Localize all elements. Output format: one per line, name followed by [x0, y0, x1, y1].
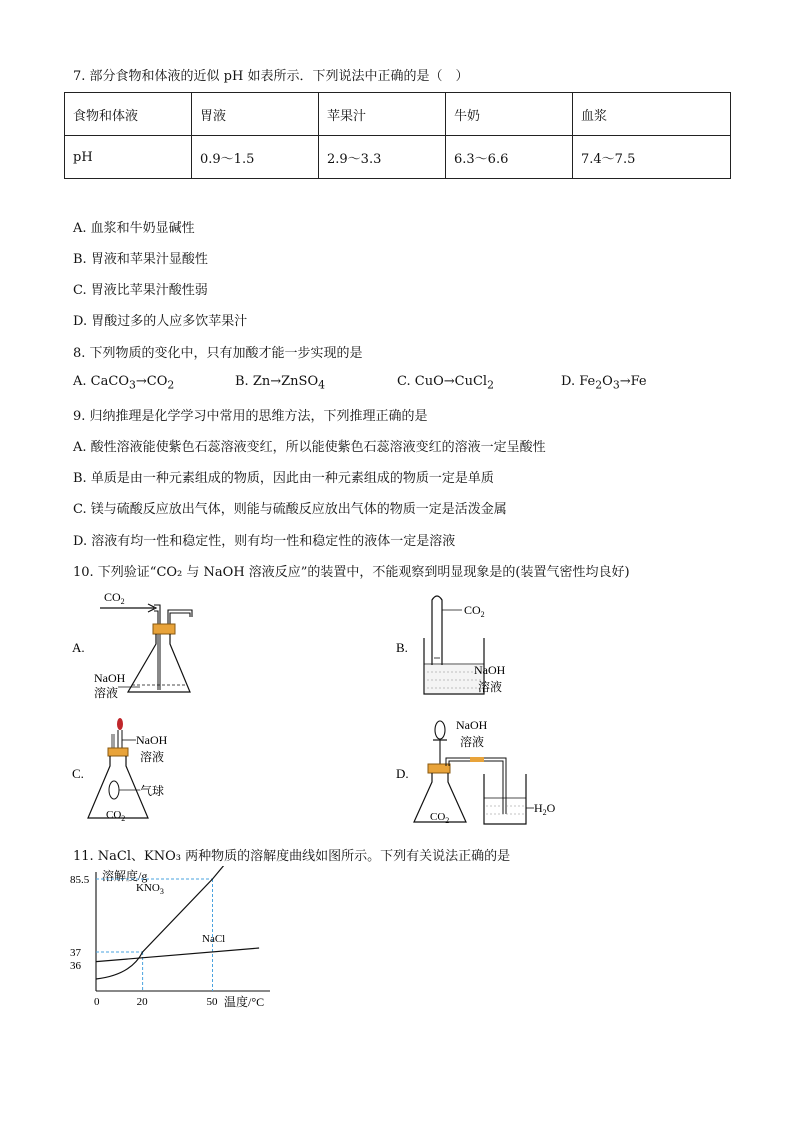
table-header-row: [65, 93, 731, 136]
dropper-bulb: [117, 718, 123, 730]
q7-option-c: C. 胃液比苹果汁酸性弱: [73, 283, 208, 298]
series-line-nacl: [96, 948, 259, 962]
q10-stem: 10. 下列验证“CO₂ 与 NaOH 溶液反应”的装置中，不能观察到明显现象是的(装置气密性均良好): [73, 565, 630, 580]
conical-flask: [128, 634, 190, 692]
table-row: [65, 136, 731, 179]
table-cell: 6.3～6.6: [446, 136, 573, 179]
solution-label: 溶液: [140, 750, 165, 764]
y-tick-label: 36: [70, 960, 81, 972]
q8-option-d: D. $Fe_2O_3\to Fe$: [561, 374, 647, 392]
inverted-test-tube: [432, 596, 442, 668]
apparatus-d-figure: [392, 712, 592, 830]
q7-stem: 7. 部分食物和体液的近似 pH 如表所示．下列说法中正确的是（ ）: [73, 69, 469, 84]
q11-stem: 11. NaCl、KNO₃ 两种物质的溶解度曲线如图所示。下列有关说法正确的是: [73, 849, 511, 864]
option-b-label: B.: [396, 640, 408, 655]
q9-option-d: D. 溶液有均一性和稳定性，则有均一性和稳定性的液体一定是溶液: [73, 534, 456, 549]
option-a-label: A.: [72, 640, 85, 655]
x-axis-label: 温度/°C: [224, 995, 265, 1009]
table-cell: 苹果汁: [319, 93, 446, 136]
co2-label: $CO_2$: [464, 603, 485, 619]
separatory-funnel: [435, 721, 445, 739]
solution-label: 溶液: [478, 680, 503, 694]
q7-option-a: A. 血浆和牛奶显碱性: [73, 221, 195, 236]
x-tick-label: 20: [136, 996, 148, 1008]
apparatus-c-figure: [68, 714, 208, 829]
q8-stem: 8. 下列物质的变化中，只有加酸才能一步实现的是: [73, 346, 363, 361]
rubber-joint: [470, 757, 484, 762]
table-cell: 血浆: [573, 93, 731, 136]
y-tick-label: 85.5: [70, 874, 90, 886]
q9-option-b: B. 单质是由一种元素组成的物质，因此由一种元素组成的物质一定是单质: [73, 471, 494, 486]
q9-option-a: A. 酸性溶液能使紫色石蕊溶液变红，所以能使紫色石蕊溶液变红的溶液一定呈酸性: [73, 440, 546, 455]
delivery-tube: [446, 758, 506, 814]
q7-option-b: B. 胃液和苹果汁显酸性: [73, 252, 208, 267]
naoh-label: NaOH: [136, 733, 168, 747]
table-cell: 0.9～1.5: [192, 136, 319, 179]
apparatus-a-figure: [68, 586, 208, 701]
solution-label: 溶液: [460, 735, 485, 749]
ph-table: [64, 92, 731, 179]
balloon: [109, 781, 119, 799]
stopper: [428, 764, 450, 773]
table-cell: 牛奶: [446, 93, 573, 136]
solution-label: 溶液: [94, 686, 119, 700]
series-label-nacl: NaCl: [202, 933, 226, 945]
beaker: [484, 774, 526, 824]
q8-option-a: A. $CaCO_3\to CO_2$: [73, 374, 175, 392]
table-cell: pH: [65, 136, 192, 179]
naoh-label: NaOH: [474, 663, 506, 677]
series-label-kno3: $KNO_3$: [136, 882, 164, 896]
naoh-label: NaOH: [456, 718, 488, 732]
stopper: [153, 624, 175, 634]
q9-option-c: C. 镁与硫酸反应放出气体，则能与硫酸反应放出气体的物质一定是活泼金属: [73, 502, 507, 517]
q8-option-b: B. Zn→ZnSO$_4$: [235, 374, 325, 392]
naoh-label: NaOH: [94, 671, 126, 685]
option-d-label: D.: [396, 766, 409, 781]
solubility-chart: [70, 866, 290, 1012]
q7-option-d: D. 胃酸过多的人应多饮苹果汁: [73, 314, 248, 329]
y-axis-label: 溶解度/g: [102, 869, 148, 883]
stopper: [108, 748, 128, 756]
y-tick-label: 37: [70, 947, 81, 959]
balloon-label: 气球: [140, 784, 165, 798]
apparatus-b-figure: [392, 588, 532, 703]
table-cell: 食物和体液: [65, 93, 192, 136]
long-tube: [158, 631, 160, 690]
table-cell: 7.4～7.5: [573, 136, 731, 179]
q9-stem: 9. 归纳推理是化学学习中常用的思维方法，下列推理正确的是: [73, 409, 428, 424]
x-tick-label: 50: [206, 996, 218, 1008]
co2-label: $CO_2$: [106, 809, 126, 823]
x-tick-label: 0: [94, 996, 100, 1008]
option-c-label: C.: [72, 766, 84, 781]
co2-label: $CO_2$: [430, 811, 450, 825]
co2-label: $CO_2$: [104, 590, 125, 606]
water-label: $H_2O$: [534, 801, 556, 817]
table-cell: 2.9～3.3: [319, 136, 446, 179]
table-cell: 胃液: [192, 93, 319, 136]
q8-option-c: C. CuO→CuCl$_2$: [397, 374, 494, 392]
